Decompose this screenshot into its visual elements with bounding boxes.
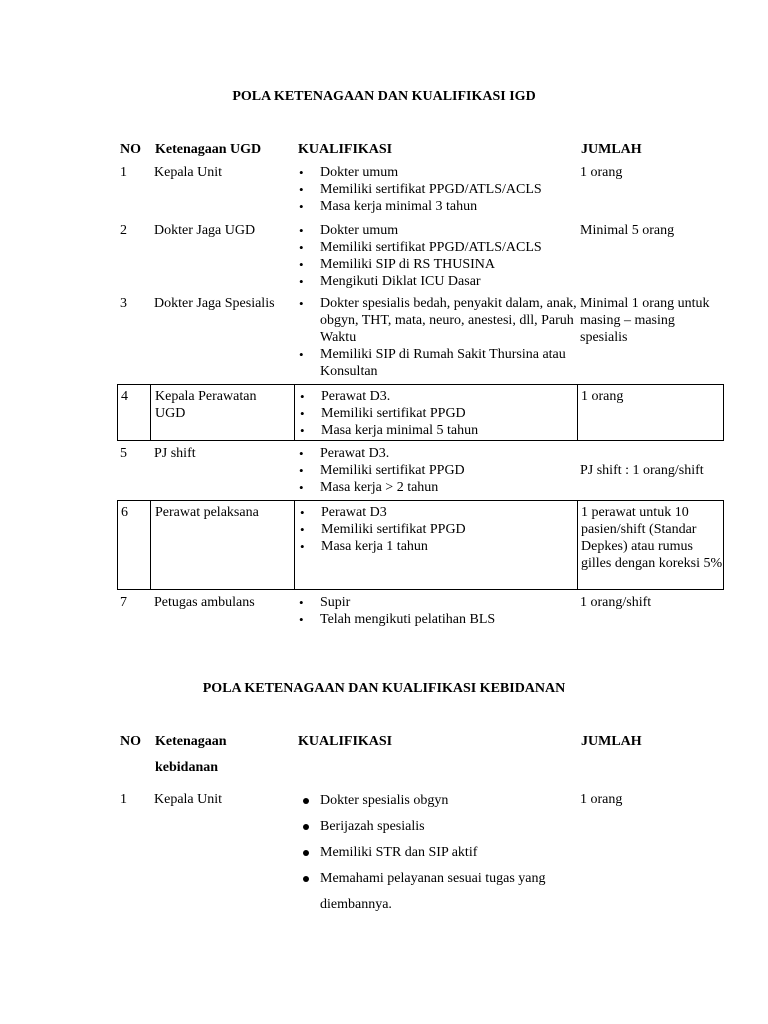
row-number: 6 [121,505,128,520]
header-count: JUMLAH [581,142,642,157]
header-qualification: KUALIFIKASI [298,734,393,749]
header-no: NO [120,734,141,749]
qualification-list [297,594,577,628]
table-row [117,500,724,590]
staff-name: Dokter Jaga UGD [154,223,256,238]
qualification-list [298,504,578,555]
staff-count: Minimal 5 orang [580,223,675,238]
qualification-list [298,388,578,439]
qualification-item: • Perawat D3. [297,445,577,462]
qualification-item: • Dokter spesialis bedah, penyakit dalam, anak, obgyn, THT, mata, neuro, anestesi, dll, Paruh Waktu [297,295,577,346]
staff-name: Perawat pelaksana [155,505,259,520]
staff-count: PJ shift : 1 orang/shift [580,463,704,478]
table-row [117,384,724,441]
table-row [117,295,724,380]
staff-count: 1 perawat untuk 10 pasien/shift (Standar Depkes) atau rumus gilles dengan koreksi 5% [581,505,723,571]
qualification-item: Memiliki STR dan SIP aktif [297,840,582,866]
qualification-item: • Dokter umum [297,222,577,239]
header-staff: Ketenagaan UGD [155,142,262,157]
qualification-item: • Memiliki sertifikat PPGD [297,462,577,479]
qualification-list [297,222,577,290]
row-number: 7 [120,595,127,610]
qualification-item: Memahami pelayanan sesuai tugas yang diembannya. [297,866,582,918]
table-row [117,445,724,497]
qualification-item: • Masa kerja 1 tahun [298,538,578,555]
row-number: 1 [120,792,127,807]
row-number: 3 [120,296,127,311]
staff-count: 1 orang/shift [580,595,652,610]
staff-count: 1 orang [581,389,624,404]
header-count: JUMLAH [581,734,642,749]
staff-name: Kepala Perawatan UGD [155,389,257,421]
qualification-item: • Memiliki sertifikat PPGD [298,405,578,422]
staff-count: 1 orang [580,165,623,180]
cell-divider [150,385,151,440]
qualification-item: • Memiliki sertifikat PPGD [298,521,578,538]
table-row [117,164,724,216]
header-staff-line2: kebidanan [155,760,219,775]
row-number: 5 [120,446,127,461]
header-qualification: KUALIFIKASI [298,142,393,157]
qualification-list [297,445,577,496]
cell-divider [150,501,151,589]
qualification-item: • Memiliki sertifikat PPGD/ATLS/ACLS [297,181,577,198]
table-row [117,222,724,290]
qualification-item: • Telah mengikuti pelatihan BLS [297,611,577,628]
qualification-item: Berijazah spesialis [297,814,582,840]
staff-name: Dokter Jaga Spesialis [154,296,275,311]
table-row [117,787,724,917]
header-staff: Ketenagaan [155,734,227,749]
section1-title: POLA KETENAGAAN DAN KUALIFIKASI IGD [232,89,536,104]
row-number: 1 [120,165,127,180]
staff-name: PJ shift [154,446,196,461]
qualification-item: • Perawat D3. [298,388,578,405]
header-no: NO [120,142,141,157]
section2-title: POLA KETENAGAAN DAN KUALIFIKASI KEBIDANAN [202,681,566,696]
staff-count: 1 orang [580,792,623,807]
staff-name: Petugas ambulans [154,595,255,610]
cell-divider [294,385,295,440]
staff-count: Minimal 1 orang untuk masing – masing spesialis [580,296,710,345]
qualification-list [297,295,577,380]
row-number: 2 [120,223,127,238]
qualification-item: • Memiliki SIP di Rumah Sakit Thursina atau Konsultan [297,346,577,380]
staff-name: Kepala Unit [154,792,223,807]
row-number: 4 [121,389,128,404]
qualification-list [297,788,582,918]
qualification-item: • Supir [297,594,577,611]
staff-name: Kepala Unit [154,165,223,180]
qualification-item: • Masa kerja > 2 tahun [297,479,577,496]
table-row [117,594,724,630]
qualification-item: • Dokter umum [297,164,577,181]
qualification-list [297,164,577,215]
qualification-item: • Masa kerja minimal 5 tahun [298,422,578,439]
qualification-item: • Mengikuti Diklat ICU Dasar [297,273,577,290]
qualification-item: • Memiliki SIP di RS THUSINA [297,256,577,273]
qualification-item: Dokter spesialis obgyn [297,788,582,814]
qualification-item: • Masa kerja minimal 3 tahun [297,198,577,215]
qualification-item: • Perawat D3 [298,504,578,521]
qualification-item: • Memiliki sertifikat PPGD/ATLS/ACLS [297,239,577,256]
